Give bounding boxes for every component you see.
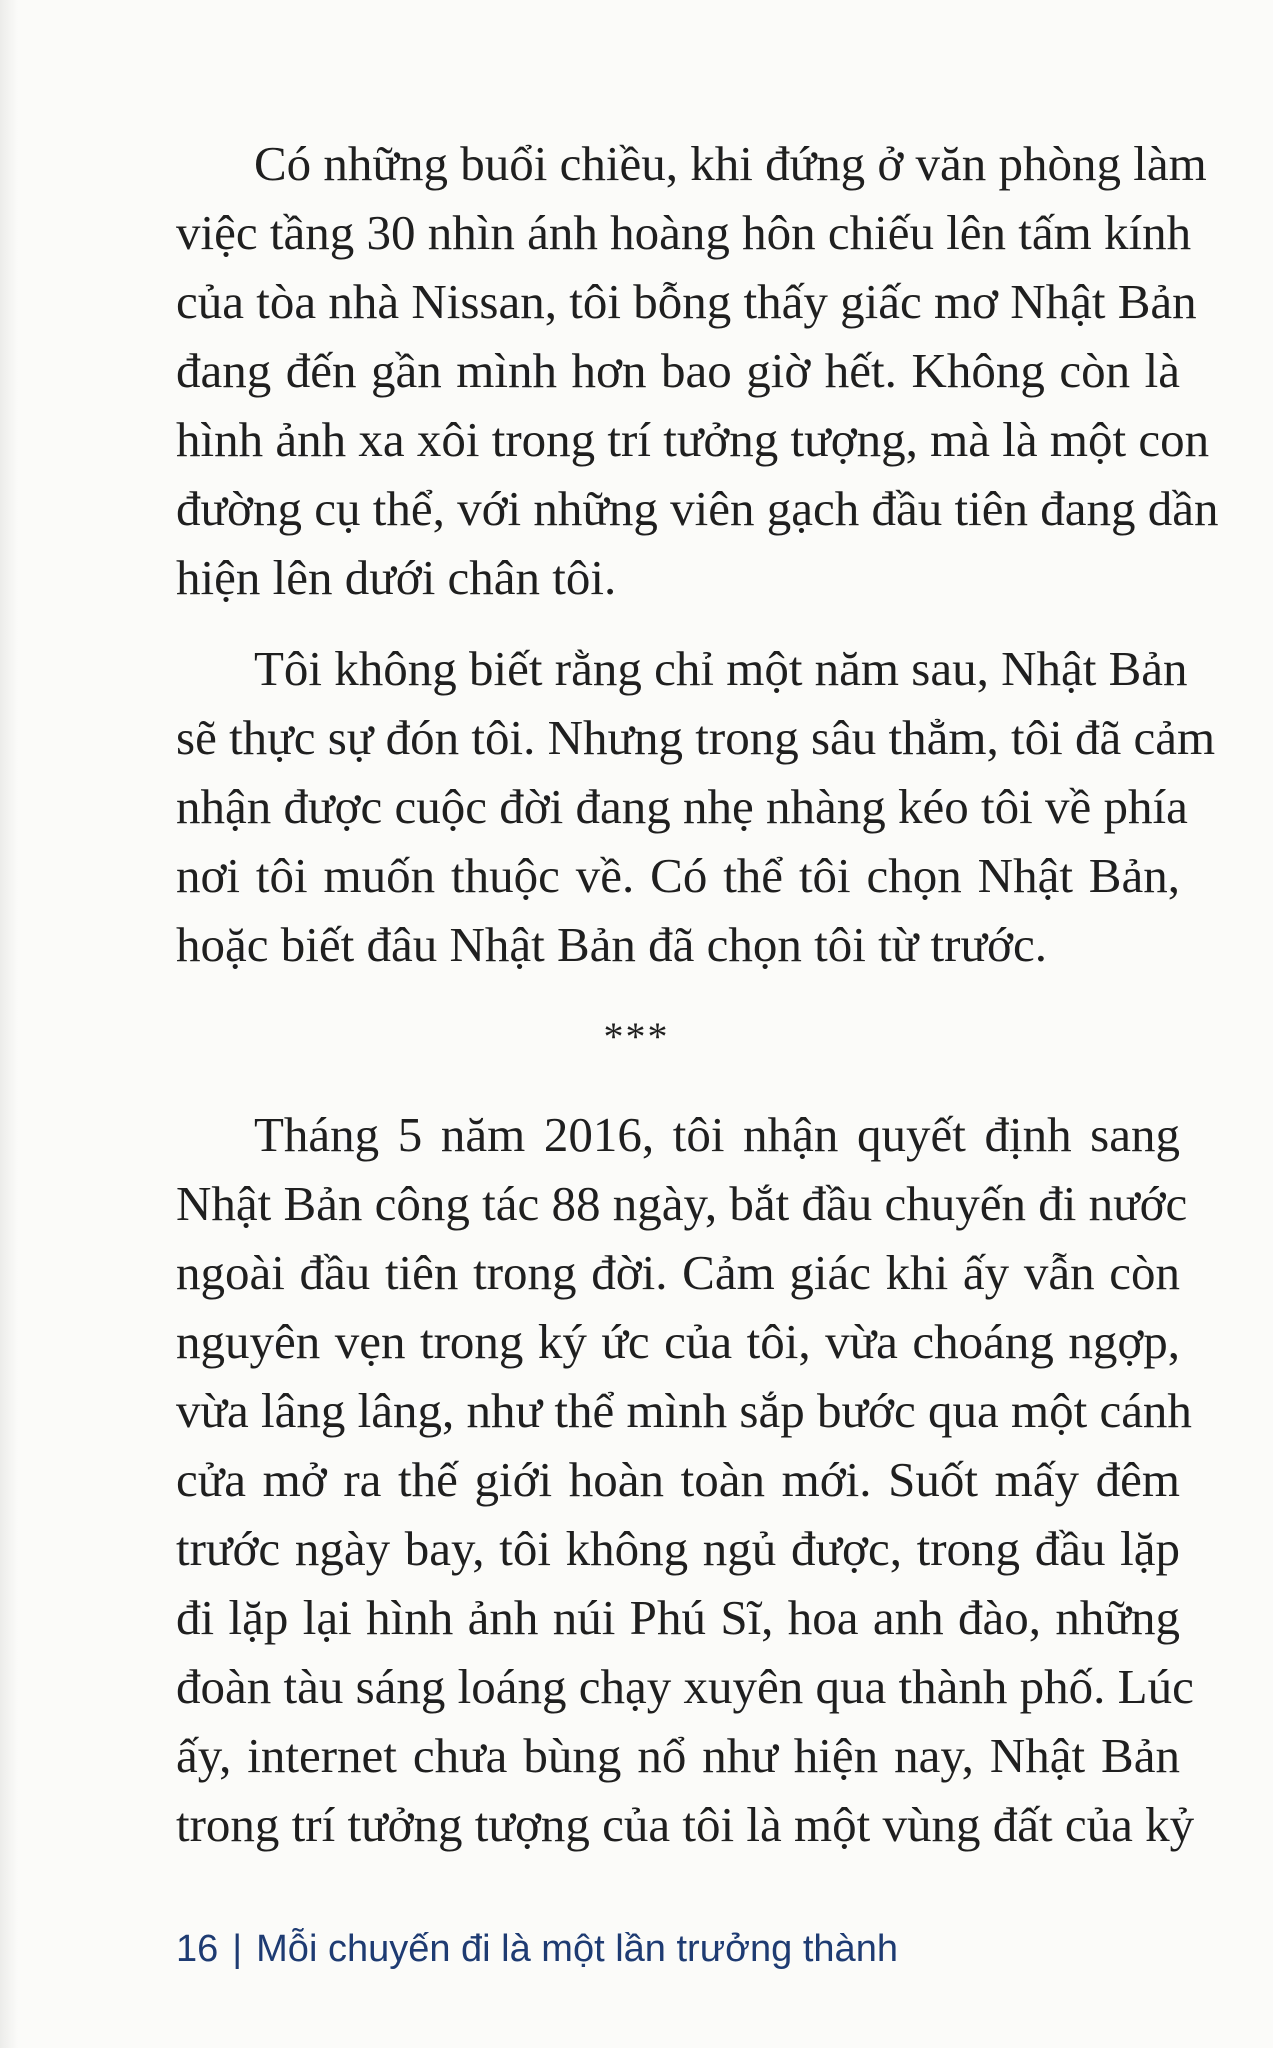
footer-divider: | bbox=[232, 1928, 243, 1970]
paragraph-line: Tôi không biết rằng chỉ một năm sau, Nhật Bản bbox=[254, 641, 1188, 696]
paragraph-line: Nhật Bản công tác 88 ngày, bắt đầu chuyến đi nước bbox=[176, 1176, 1188, 1231]
section-separator: *** bbox=[603, 1014, 670, 1059]
paragraph-line: trước ngày bay, tôi không ngủ được, trong đầu lặp bbox=[176, 1521, 1180, 1576]
paragraph-line: ngoài đầu tiên trong đời. Cảm giác khi ấy vẫn còn bbox=[176, 1245, 1180, 1300]
paragraph-2 bbox=[176, 634, 1216, 979]
paragraph-line: nguyên vẹn trong ký ức của tôi, vừa choáng ngợp, bbox=[176, 1314, 1180, 1369]
paragraph-line: đoàn tàu sáng loáng chạy xuyên qua thành phố. Lúc bbox=[176, 1659, 1194, 1714]
paragraph-line: đường cụ thể, với những viên gạch đầu tiên đang dần bbox=[176, 481, 1219, 536]
paragraph-line: trong trí tưởng tượng của tôi là một vùng đất của kỷ bbox=[176, 1797, 1195, 1852]
page-footer bbox=[176, 1928, 898, 1971]
paragraph-line: nhận được cuộc đời đang nhẹ nhàng kéo tôi về phía bbox=[176, 779, 1188, 834]
paragraph-line: hiện lên dưới chân tôi. bbox=[176, 550, 617, 605]
paragraph-line: đi lặp lại hình ảnh núi Phú Sĩ, hoa anh đào, những bbox=[176, 1590, 1180, 1645]
paragraph-line: của tòa nhà Nissan, tôi bỗng thấy giấc mơ Nhật Bản bbox=[176, 274, 1197, 329]
paragraph-line: Tháng 5 năm 2016, tôi nhận quyết định sang bbox=[254, 1107, 1180, 1162]
paragraph-3 bbox=[176, 1100, 1195, 1859]
paragraph-line: việc tầng 30 nhìn ánh hoàng hôn chiếu lên tấm kính bbox=[176, 205, 1192, 260]
paragraph-line: Có những buổi chiều, khi đứng ở văn phòng làm bbox=[254, 136, 1207, 191]
paragraph-line: ấy, internet chưa bùng nổ như hiện nay, Nhật Bản bbox=[176, 1728, 1180, 1783]
paragraph-line: hình ảnh xa xôi trong trí tưởng tượng, mà là một con bbox=[176, 412, 1210, 467]
paragraph-line: nơi tôi muốn thuộc về. Có thể tôi chọn Nhật Bản, bbox=[176, 848, 1180, 903]
paragraph-line: cửa mở ra thế giới hoàn toàn mới. Suốt mấy đêm bbox=[176, 1452, 1180, 1507]
book-title: Mỗi chuyến đi là một lần trưởng thành bbox=[256, 1928, 898, 1970]
paragraph-line: vừa lâng lâng, như thể mình sắp bước qua một cánh bbox=[176, 1383, 1192, 1438]
page-number: 16 bbox=[176, 1928, 219, 1970]
paragraph-line: sẽ thực sự đón tôi. Nhưng trong sâu thẳm, tôi đã cảm bbox=[176, 710, 1216, 765]
paragraph-1 bbox=[176, 129, 1219, 612]
paragraph-line: đang đến gần mình hơn bao giờ hết. Không còn là bbox=[176, 343, 1180, 398]
paragraph-line: hoặc biết đâu Nhật Bản đã chọn tôi từ trước. bbox=[176, 917, 1047, 972]
